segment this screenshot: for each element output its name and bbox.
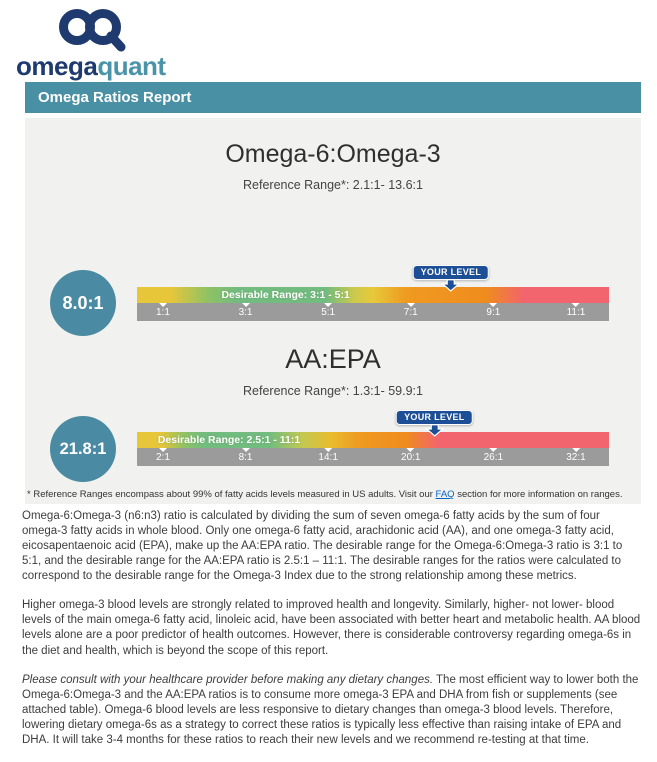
tick-scale-bar [137, 448, 609, 466]
tick-mark [567, 303, 586, 319]
tick-mark [156, 303, 170, 319]
tick-label: 8:1 [238, 452, 253, 463]
tick-mark [321, 303, 335, 319]
gauge-aa-epa [137, 407, 609, 491]
section-title-aa-epa: AA:EPA [285, 344, 381, 374]
desirable-range-label: Desirable Range: 2.5:1 - 11:1 [157, 434, 301, 446]
tick-label: 9:1 [486, 307, 501, 318]
gauge-omega6-omega3 [137, 262, 609, 346]
your-level-marker [396, 407, 473, 437]
footnote-text: * Reference Ranges encompass about 99% of fatty acids levels measured in US adults. Visit our [27, 489, 436, 500]
logo-word-omega: omega [16, 51, 98, 81]
tick-mark [239, 303, 253, 319]
score-circle-aa-epa [50, 416, 116, 482]
reference-range-footnote [25, 489, 641, 500]
omegaquant-logo [16, 6, 166, 79]
gradient-scale-bar [137, 432, 609, 448]
your-level-marker [413, 262, 490, 292]
reference-range-omega6-omega3: Reference Range*: 2.1:1- 13.6:1 [243, 178, 423, 192]
dietary-advice-text: The most efficient way to lower both the Omega-6:Omega-3 and the AA:EPA ratios is to consume more omega-3 EPA and DHA from fish or supplements (see attached table). Omega-6 blood levels are less responsive to dietary changes than omega-3 blood levels. Therefore, lowering dietary omega-6s as a strategy to correct these ratios is typically less effective than raising intake of EPA and DHA. It will take 3-4 months for these ratios to reach their new levels and we recommend re-testing at that time. [22, 673, 639, 746]
tick-scale-bar [137, 303, 609, 321]
report-panel [25, 118, 641, 504]
tick-mark [156, 448, 170, 464]
tick-label: 2:1 [156, 452, 170, 463]
tick-label: 5:1 [321, 307, 336, 318]
tick-mark [239, 448, 253, 464]
paragraph-health-context: Higher omega-3 blood levels are strongly related to improved health and longevity. Similarly, higher- not lower- blood levels of the main omega-6 fatty acid, linoleic acid, have been associated with better heart and metabolic health. AA blood levels alone are a poor predictor of health outcomes. However, there is considerable controversy regarding omega-6s in the diet and health, which is beyond the scope of this report. [22, 599, 641, 657]
gradient-scale-bar [137, 287, 609, 303]
your-level-arrow-icon [423, 424, 445, 437]
your-level-badge: YOUR LEVEL [413, 265, 490, 280]
tick-label: 26:1 [483, 452, 504, 463]
infinity-q-icon [51, 6, 131, 52]
reference-range-aa-epa: Reference Range*: 1.3:1- 59.9:1 [243, 384, 423, 398]
logo-word-quant: quant [97, 51, 166, 81]
tick-label: 3:1 [238, 307, 253, 318]
tick-mark [318, 448, 337, 464]
your-level-arrow-icon [440, 279, 462, 292]
faq-link[interactable]: FAQ [435, 489, 455, 500]
logo-wordmark [16, 53, 166, 79]
tick-label: 20:1 [401, 452, 421, 463]
desirable-range-label: Desirable Range: 3:1 - 5:1 [221, 289, 350, 301]
tick-mark [484, 448, 503, 464]
tick-label: 11:1 [566, 307, 586, 318]
score-value: 21.8:1 [59, 439, 107, 458]
report-title-banner: Omega Ratios Report [25, 82, 641, 113]
paragraph-dietary-advice [22, 673, 642, 748]
score-value: 8.0:1 [62, 292, 104, 313]
paragraph-ratio-explanation: Omega-6:Omega-3 (n6:n3) ratio is calculated by dividing the sum of seven omega-6 fatty acids by the sum of four omega-3 fatty acids in whole blood. Only one omega-6 fatty acid, arachidonic acid (AA), and one omega-3 fatty acid, eicosapentaenoic acid (EPA), make up the AA:EPA ratio. The desirable range for the Omega-6:Omega-3 ratio is 3:1 to 5:1, and the desirable range for the AA:EPA ratio is 2.5:1 – 11:1. The desirable ranges for the ratios were calculated to correspond to the desirable range for the Omega-3 Index due to the strong relationship among these metrics. [22, 510, 623, 583]
score-circle-omega6-omega3 [50, 270, 116, 336]
tick-label: 14:1 [318, 452, 338, 463]
footnote-text: section for more information on ranges. [454, 489, 623, 500]
tick-mark [404, 303, 418, 319]
tick-mark [566, 448, 585, 464]
your-level-badge: YOUR LEVEL [396, 410, 473, 425]
report-body [22, 509, 642, 762]
tick-label: 32:1 [566, 452, 586, 463]
page-header [0, 0, 657, 80]
provider-disclaimer: Please consult with your healthcare provider before making any dietary changes. [22, 673, 434, 686]
tick-label: 7:1 [403, 307, 418, 318]
tick-label: 1:1 [156, 307, 170, 318]
tick-mark [401, 448, 420, 464]
tick-mark [486, 303, 500, 319]
section-title-omega6-omega3: Omega-6:Omega-3 [225, 140, 441, 168]
